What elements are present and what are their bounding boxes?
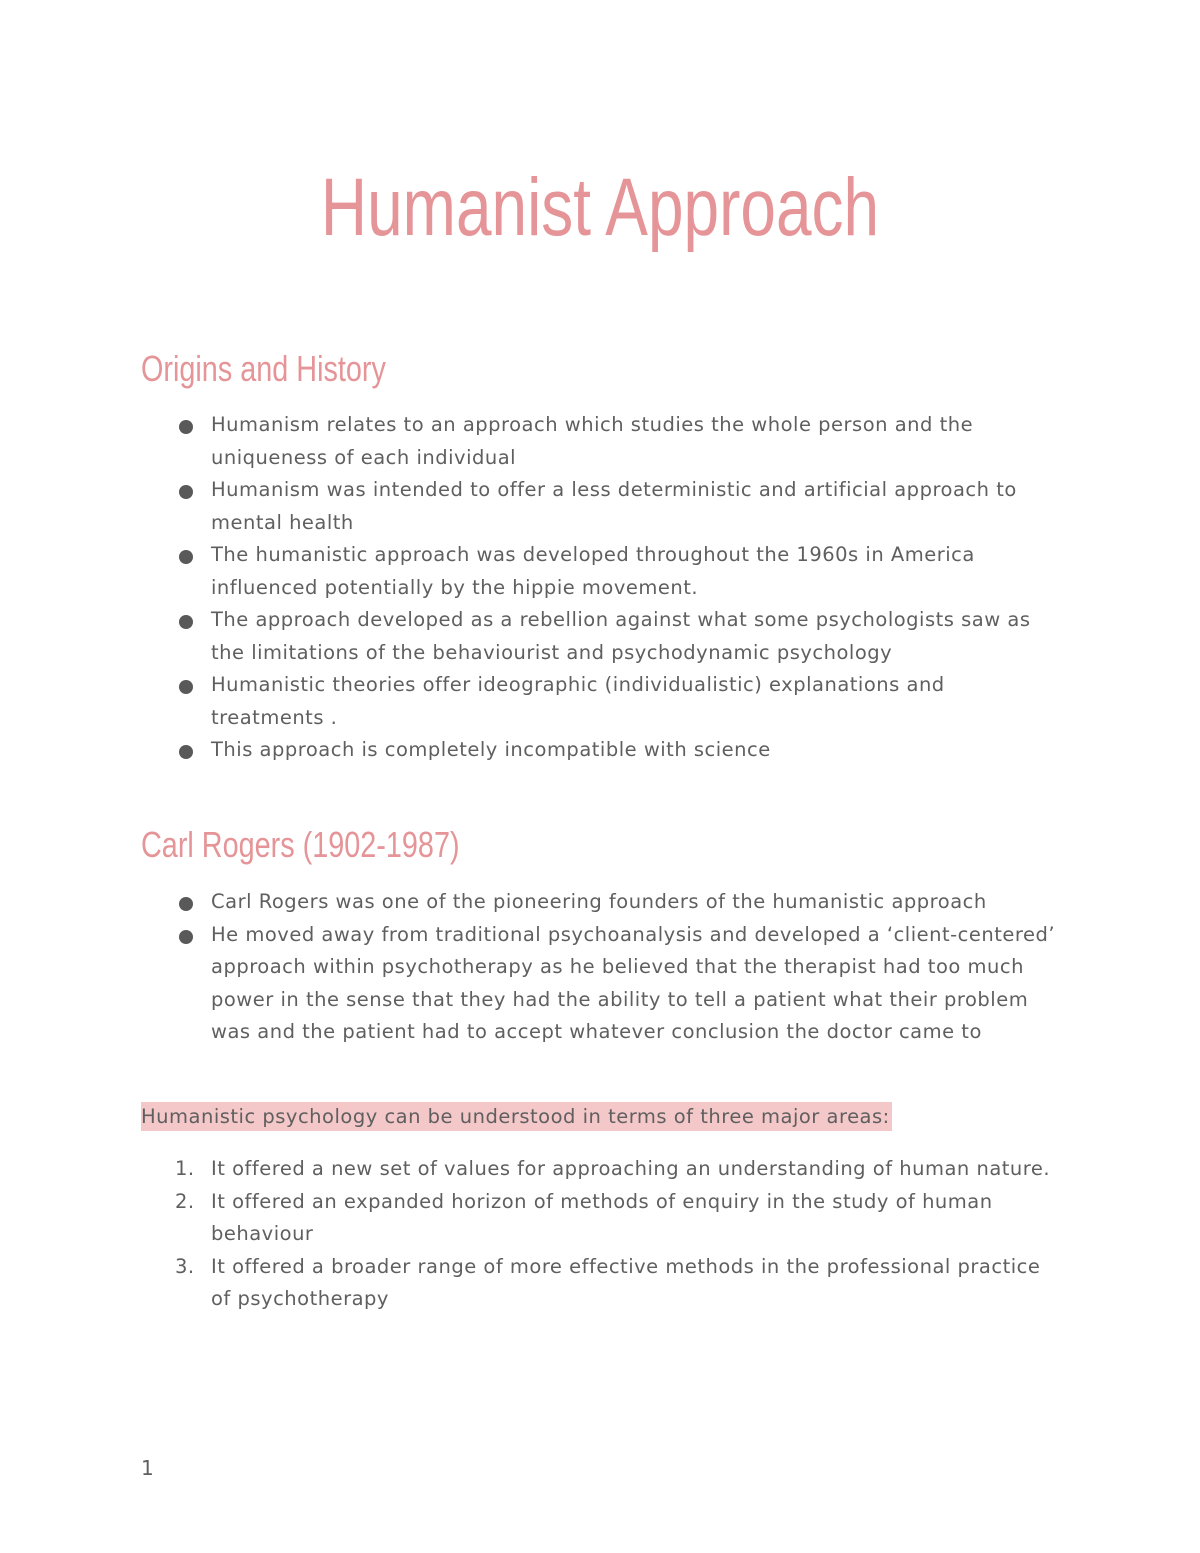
list-item: The approach developed as a rebellion against what some psychologists saw as the limitations of the behaviourist and psychodynamic psychology xyxy=(141,604,1061,669)
origins-bullet-list xyxy=(141,409,1061,767)
section-heading-carl-rogers: Carl Rogers (1902-1987) xyxy=(141,824,460,865)
bullet-icon xyxy=(179,745,193,759)
bullet-icon xyxy=(179,420,193,434)
numbered-list-item: 1. It offered a new set of values for approaching an understanding of human nature. xyxy=(141,1153,1061,1186)
list-item: Humanism relates to an approach which studies the whole person and the uniqueness of each individual xyxy=(141,409,1061,474)
list-number: 2. xyxy=(175,1189,195,1213)
bullet-icon xyxy=(179,680,193,694)
highlighted-statement: Humanistic psychology can be understood in terms of three major areas: xyxy=(141,1102,892,1131)
list-item: This approach is completely incompatible with science xyxy=(141,734,1061,767)
rogers-bullet-list xyxy=(141,886,1061,1049)
bullet-icon xyxy=(179,897,193,911)
list-item: He moved away from traditional psychoanalysis and developed a ‘client-centered’ approach within psychotherapy as he believed that the therapist had too much power in the sense that they had the ability to tell a patient what their problem was and the patient had to accept whatever conclusion the doctor came to xyxy=(141,919,1061,1049)
numbered-list-item: 2. It offered an expanded horizon of methods of enquiry in the study of human behaviour xyxy=(141,1186,1061,1251)
bullet-icon xyxy=(179,550,193,564)
list-number: 1. xyxy=(175,1157,195,1180)
list-number: 3. xyxy=(175,1254,195,1278)
document-title: Humanist Approach xyxy=(320,162,880,253)
bullet-icon xyxy=(179,485,193,499)
bullet-icon xyxy=(179,615,193,629)
list-item: The humanistic approach was developed throughout the 1960s in America influenced potentially by the hippie movement. xyxy=(141,539,1061,604)
list-item: Humanism was intended to offer a less deterministic and artificial approach to mental health xyxy=(141,474,1061,539)
section-heading-origins: Origins and History xyxy=(141,348,386,389)
list-item: Humanistic theories offer ideographic (individualistic) explanations and treatments . xyxy=(141,669,1061,734)
bullet-icon xyxy=(179,930,193,944)
page-number: 1 xyxy=(141,1456,154,1480)
list-item: Carl Rogers was one of the pioneering founders of the humanistic approach xyxy=(141,886,1061,919)
numbered-list-item: 3. It offered a broader range of more effective methods in the professional practice of psychotherapy xyxy=(141,1251,1061,1316)
three-areas-numbered-list xyxy=(141,1153,1061,1316)
